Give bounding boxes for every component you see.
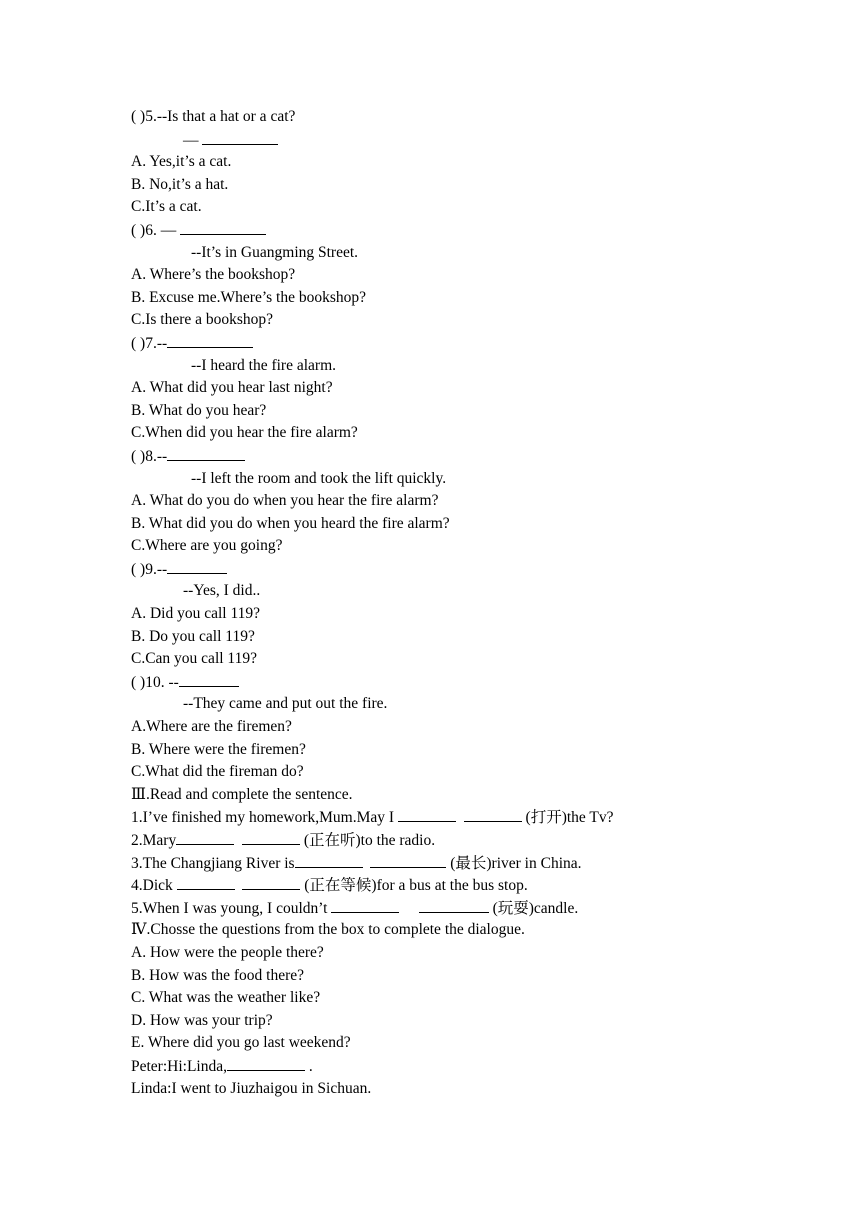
answer-blank[interactable]	[180, 219, 266, 235]
section-4-heading: Ⅳ.Chosse the questions from the box to complete the dialogue.	[131, 921, 525, 939]
q6-option-a: A. Where’s the bookshop?	[131, 266, 296, 284]
q8-option-b: B. What did you do when you heard the fire alarm?	[131, 514, 450, 532]
q6-prompt: ( )6. —	[131, 219, 811, 242]
answer-blank[interactable]	[227, 1055, 305, 1071]
q6-option-c: C.Is there a bookshop?	[131, 311, 274, 329]
q6-reply: --It’s in Guangming Street.	[191, 243, 359, 261]
answer-blank[interactable]	[202, 129, 278, 145]
answer-blank[interactable]	[177, 874, 235, 890]
q7-reply: --I heard the fire alarm.	[191, 356, 337, 374]
q10-reply: --They came and put out the fire.	[183, 695, 388, 713]
dialogue-peter: Peter:Hi:Linda, .	[131, 1055, 811, 1078]
q8-reply: --I left the room and took the lift quickly.	[191, 469, 447, 487]
q7-option-c: C.When did you hear the fire alarm?	[131, 424, 358, 442]
answer-blank[interactable]	[464, 806, 522, 822]
sentence-1: 1.I’ve finished my homework,Mum.May I (打开)the Tv?	[131, 806, 811, 829]
worksheet-page	[131, 106, 811, 1100]
answer-blank[interactable]	[331, 897, 399, 913]
q9-option-a: A. Did you call 119?	[131, 605, 260, 623]
answer-blank[interactable]	[167, 445, 245, 461]
q8-option-c: C.Where are you going?	[131, 537, 283, 555]
q6-option-b: B. Excuse me.Where’s the bookshop?	[131, 288, 367, 306]
q10-prompt: ( )10. --	[131, 671, 811, 694]
sentence-3: 3.The Changjiang River is (最长)river in China.	[131, 852, 811, 875]
q9-reply: --Yes, I did..	[183, 582, 261, 600]
q10-option-b: B. Where were the firemen?	[131, 740, 306, 758]
answer-blank[interactable]	[167, 332, 253, 348]
answer-blank[interactable]	[295, 852, 363, 868]
dialogue-linda: Linda:I went to Jiuzhaigou in Sichuan.	[131, 1079, 372, 1097]
answer-blank[interactable]	[167, 558, 227, 574]
choice-option-c: C. What was the weather like?	[131, 989, 321, 1007]
sentence-2: 2.Mary (正在听)to the radio.	[131, 829, 811, 852]
answer-blank[interactable]	[176, 829, 234, 845]
q7-option-b: B. What do you hear?	[131, 401, 267, 419]
q10-option-a: A.Where are the firemen?	[131, 718, 292, 736]
choice-option-d: D. How was your trip?	[131, 1011, 273, 1029]
q10-option-c: C.What did the fireman do?	[131, 763, 304, 781]
q5-option-a: A. Yes,it’s a cat.	[131, 153, 232, 171]
q5-option-b: B. No,it’s a hat.	[131, 175, 229, 193]
q9-prompt: ( )9.--	[131, 558, 811, 581]
q7-prompt: ( )7.--	[131, 332, 811, 355]
answer-blank[interactable]	[242, 874, 300, 890]
q5-prompt: ( )5.--Is that a hat or a cat?	[131, 108, 296, 125]
q7-option-a: A. What did you hear last night?	[131, 379, 333, 397]
answer-blank[interactable]	[370, 852, 446, 868]
q5-answer-line: —	[131, 129, 811, 152]
section-3-heading: Ⅲ.Read and complete the sentence.	[131, 785, 353, 803]
q9-option-c: C.Can you call 119?	[131, 650, 257, 668]
q9-option-b: B. Do you call 119?	[131, 627, 255, 645]
choice-option-e: E. Where did you go last weekend?	[131, 1034, 351, 1052]
q8-option-a: A. What do you do when you hear the fire alarm?	[131, 492, 439, 510]
sentence-4: 4.Dick (正在等候)for a bus at the bus stop.	[131, 874, 811, 897]
choice-option-a: A. How were the people there?	[131, 943, 324, 961]
answer-blank[interactable]	[419, 897, 489, 913]
answer-blank[interactable]	[179, 671, 239, 687]
answer-blank[interactable]	[398, 806, 456, 822]
q8-prompt: ( )8.--	[131, 445, 811, 468]
sentence-5: 5.When I was young, I couldn’t (玩耍)candle.	[131, 897, 811, 920]
answer-blank[interactable]	[242, 829, 300, 845]
choice-option-b: B. How was the food there?	[131, 966, 305, 984]
q5-option-c: C.It’s a cat.	[131, 198, 202, 216]
